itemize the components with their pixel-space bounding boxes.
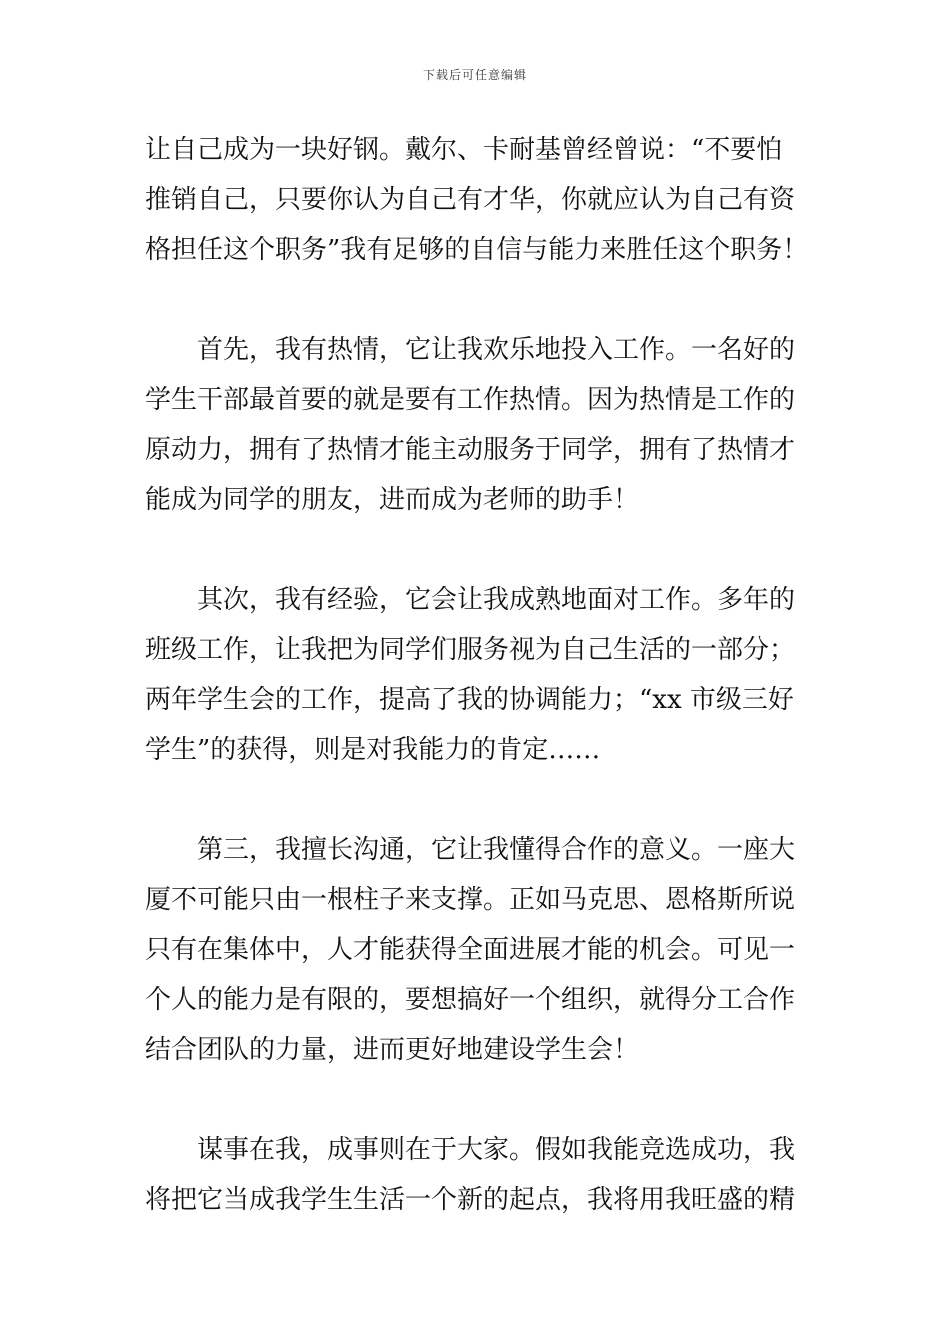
text-line: 原动力，拥有了热情才能主动服务于同学，拥有了热情才	[145, 435, 796, 465]
text-line: 能成为同学的朋友，进而成为老师的助手！	[145, 485, 640, 515]
text-line: 其次，我有经验，它会让我成熟地面对工作。多年的	[197, 585, 796, 615]
text-line: 首先，我有热情，它让我欢乐地投入工作。一名好的	[197, 335, 796, 365]
text-line: 推销自己，只要你认为自己有才华，你就应认为自己有资	[145, 185, 796, 215]
paragraph-spacer	[145, 1075, 810, 1125]
text-line: 厦不可能只由一根柱子来支撑。正如马克思、恩格斯所说	[145, 885, 796, 915]
text-line: 学生”的获得，则是对我能力的肯定……	[145, 735, 601, 765]
paragraph-spacer	[145, 275, 810, 325]
paragraph-spacer	[145, 775, 810, 825]
text-line: 格担任这个职务”我有足够的自信与能力来胜任这个职务！	[145, 235, 809, 265]
document-body	[145, 125, 810, 1225]
text-line: 让自己成为一块好钢。戴尔、卡耐基曾经曾说：“不要怕	[145, 135, 783, 165]
paragraph-5	[145, 1125, 810, 1225]
text-line: 只有在集体中，人才能获得全面进展才能的机会。可见一	[145, 935, 796, 965]
text-line: 结合团队的力量，进而更好地建设学生会！	[145, 1035, 640, 1065]
text-line: 将把它当成我学生生活一个新的起点，我将用我旺盛的精	[145, 1185, 796, 1215]
text-line: 第三，我擅长沟通，它让我懂得合作的意义。一座大	[197, 835, 796, 865]
paragraph-spacer	[145, 525, 810, 575]
text-line: 学生干部最首要的就是要有工作热情。因为热情是工作的	[145, 385, 796, 415]
text-line: 两年学生会的工作，提高了我的协调能力；“xx 市级三好	[145, 685, 794, 715]
text-line: 班级工作，让我把为同学们服务视为自己生活的一部分；	[145, 635, 796, 665]
paragraph-1	[145, 125, 810, 275]
paragraph-4	[145, 825, 810, 1075]
page-header: 下载后可任意编辑	[422, 68, 527, 82]
paragraph-2	[145, 325, 810, 525]
text-line: 个人的能力是有限的，要想搞好一个组织，就得分工合作	[145, 985, 796, 1015]
paragraph-3	[145, 575, 810, 775]
text-line: 谋事在我，成事则在于大家。假如我能竞选成功，我	[197, 1135, 796, 1165]
